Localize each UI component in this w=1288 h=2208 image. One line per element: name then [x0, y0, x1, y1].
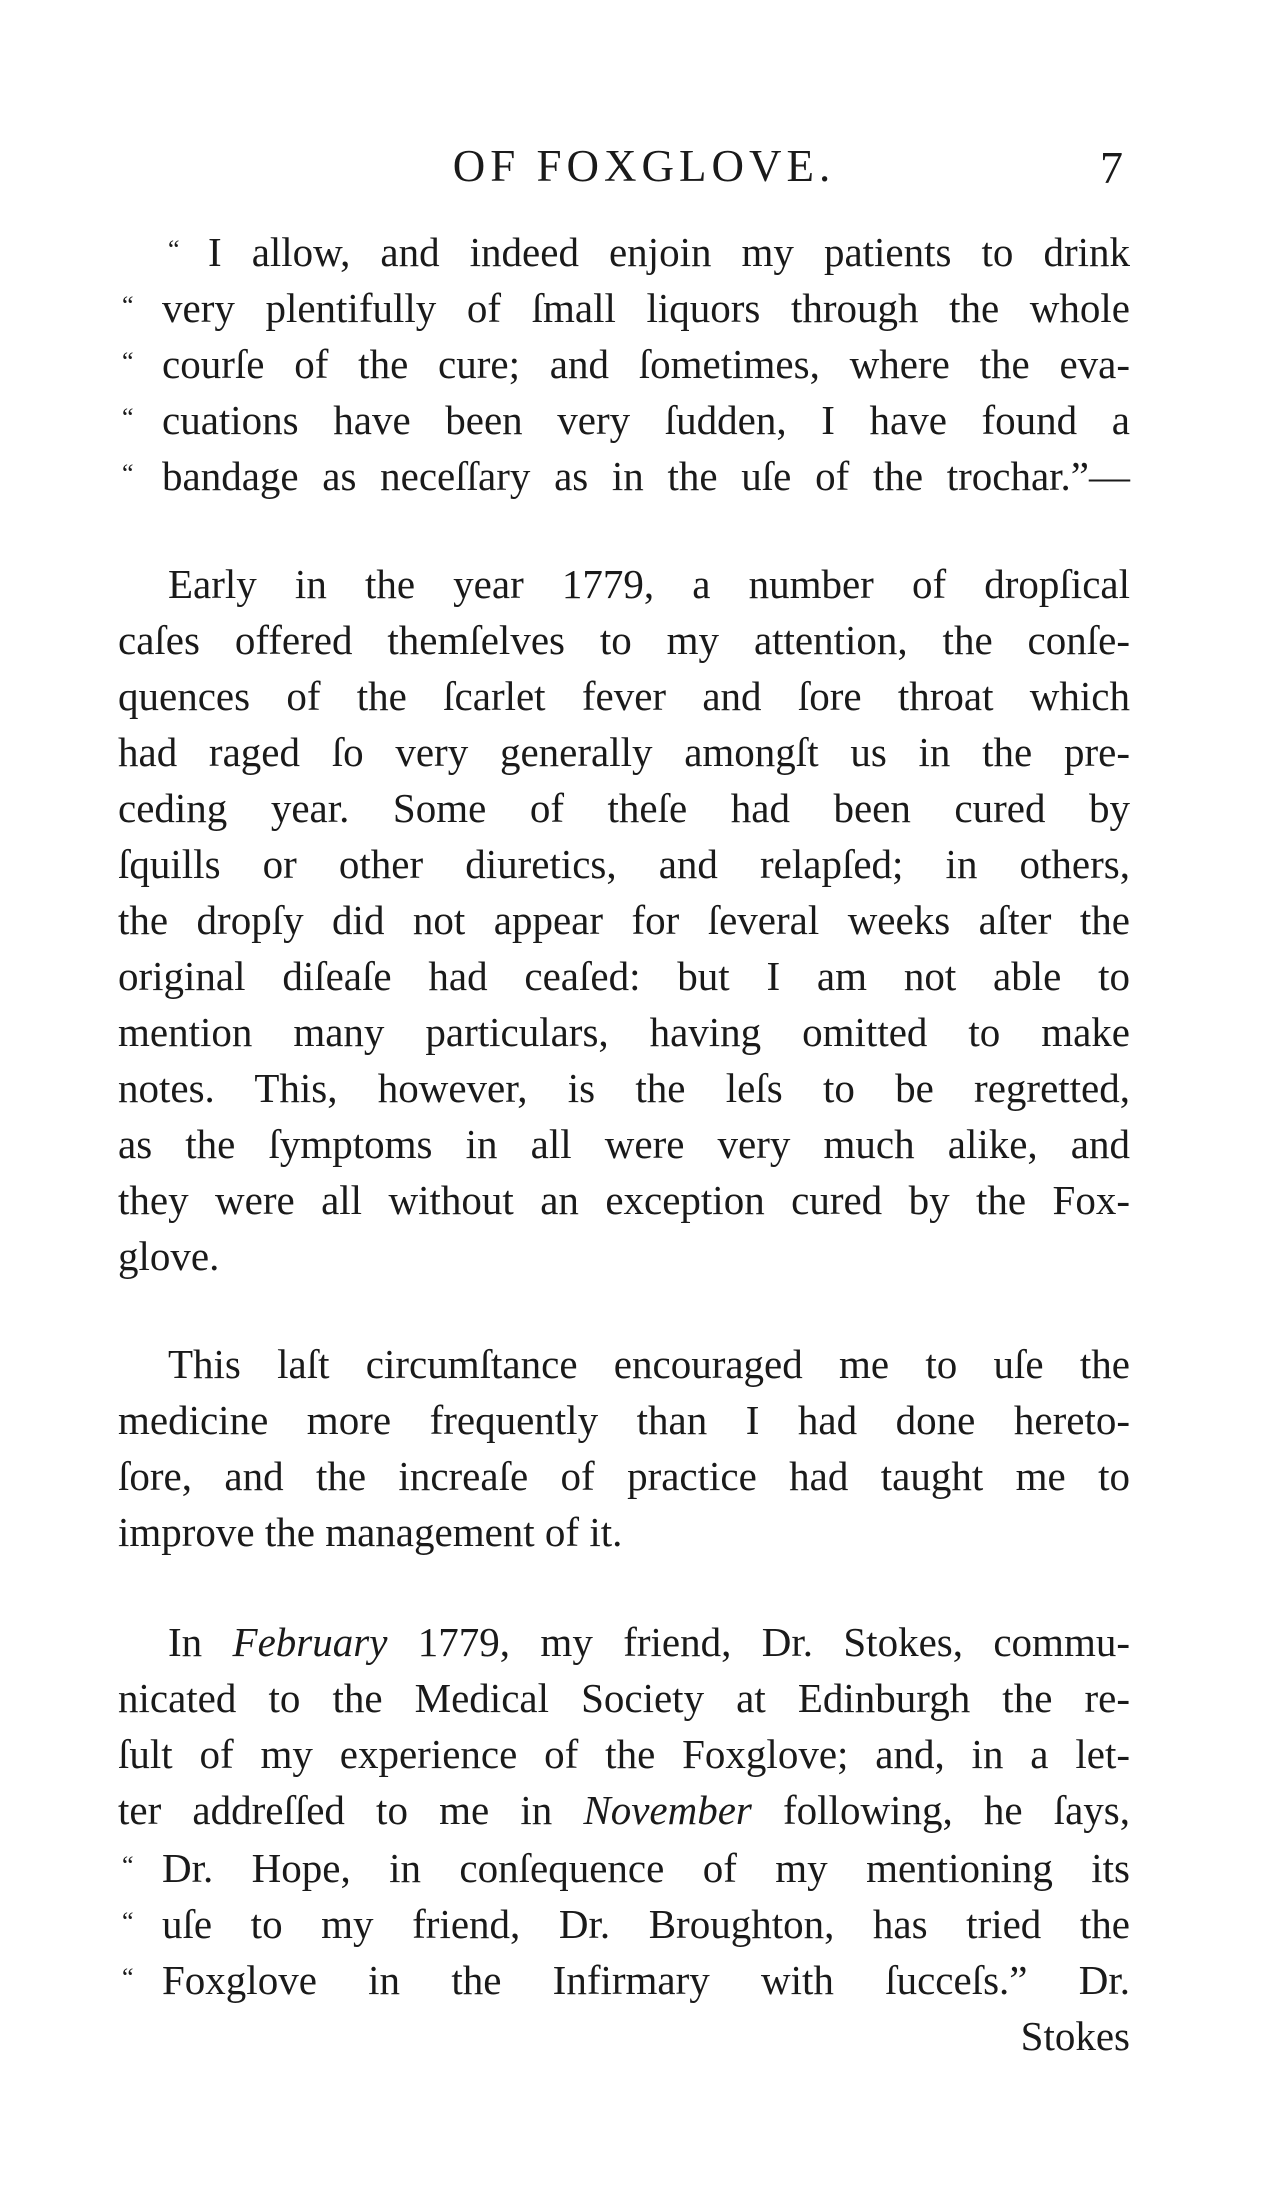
quote-line: “ cuations have been very ſudden, I have found a	[122, 397, 1130, 443]
paragraph-line: medicine more frequently than I had done hereto-	[118, 1397, 1130, 1443]
quote-line: “ bandage as neceſſary as in the uſe of the trochar.”—	[122, 453, 1130, 499]
running-title: OF FOXGLOVE.	[452, 141, 836, 191]
page-number: 7	[1100, 142, 1123, 193]
paragraph-line: In February 1779, my friend, Dr. Stokes, commu-	[168, 1619, 1130, 1665]
paragraph-line: quences of the ſcarlet fever and ſore throat which	[118, 673, 1130, 719]
paragraph-line: ceding year. Some of theſe had been cured by	[118, 785, 1130, 831]
quote-line: “ Dr. Hope, in conſequence of my mentioning its	[122, 1845, 1130, 1891]
paragraph-line: ſore, and the increaſe of practice had taught me to	[118, 1453, 1130, 1499]
paragraph-line: ſult of my experience of the Foxglove; and, in a let-	[118, 1731, 1130, 1777]
quote-line: “ Foxglove in the Infirmary with ſucceſs.” Dr.	[122, 1957, 1130, 2003]
paragraph-line: Early in the year 1779, a number of dropſical	[168, 561, 1130, 607]
paragraph-line: they were all without an exception cured by the Fox-	[118, 1177, 1130, 1223]
paragraph-line: as the ſymptoms in all were very much alike, and	[118, 1121, 1130, 1167]
paragraph-line: This laſt circumſtance encouraged me to uſe the	[168, 1341, 1130, 1387]
quote-line: “ very plentifully of ſmall liquors through the whole	[122, 285, 1130, 331]
paragraph-line: ſquills or other diuretics, and relapſed; in others,	[118, 841, 1130, 887]
quote-line: “ I allow, and indeed enjoin my patients to drink	[168, 229, 1130, 275]
quote-line: “ courſe of the cure; and ſometimes, where the eva-	[122, 341, 1130, 387]
paragraph-line: had raged ſo very generally amongſt us in the pre-	[118, 729, 1130, 775]
paragraph-line: ter addreſſed to me in November following, he ſays,	[118, 1787, 1130, 1833]
paragraph-line: nicated to the Medical Society at Edinburgh the re-	[118, 1675, 1130, 1721]
catchword: Stokes	[1020, 2013, 1130, 2059]
paragraph-line: improve the management of it.	[118, 1509, 623, 1555]
paragraph-line: glove.	[118, 1233, 220, 1279]
paragraph-line: caſes offered themſelves to my attention, the conſe-	[118, 617, 1130, 663]
paragraph-line: notes. This, however, is the leſs to be regretted,	[118, 1065, 1130, 1111]
paragraph-line: mention many particulars, having omitted to make	[118, 1009, 1130, 1055]
quote-line: “ uſe to my friend, Dr. Broughton, has tried the	[122, 1901, 1130, 1947]
paragraph-line: the dropſy did not appear for ſeveral weeks aſter the	[118, 897, 1130, 943]
paragraph-line: original diſeaſe had ceaſed: but I am not able to	[118, 953, 1130, 999]
